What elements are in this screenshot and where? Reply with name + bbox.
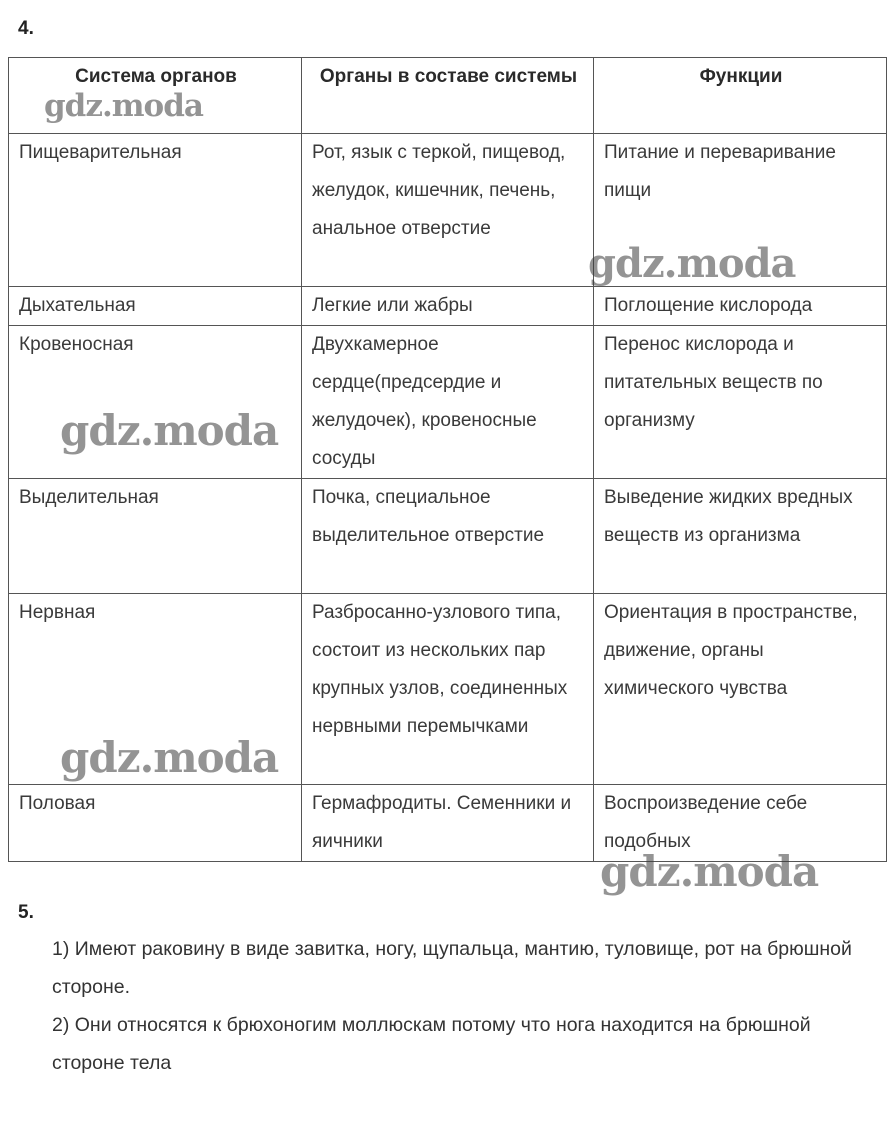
watermark: gdz.moda (44, 88, 203, 124)
watermark: gdz.moda (60, 406, 279, 455)
cell-system: Выделительная (9, 479, 302, 594)
cell-organs: Рот, язык с теркой, пищевод, желудок, кишечник, печень, анальное отверстие (302, 134, 594, 287)
cell-system: Дыхательная (9, 287, 302, 326)
table-row (9, 326, 887, 479)
table-row (9, 594, 887, 785)
cell-function: Питание и переваривание пищи (594, 134, 887, 287)
organ-systems-table (8, 57, 887, 862)
cell-function: Поглощение кислорода (594, 287, 887, 326)
table-row (9, 785, 887, 862)
header-system: Система органов (9, 58, 302, 134)
cell-organs: Почка, специальное выделительное отверстие (302, 479, 594, 594)
cell-organs: Двухкамерное сердце(предсердие и желудочек), кровеносные сосуды (302, 326, 594, 479)
cell-organs: Разбросанно-узлового типа, состоит из нескольких пар крупных узлов, соединенных нервными перемычками (302, 594, 594, 785)
watermark: gdz.moda (588, 240, 796, 287)
table-row (9, 479, 887, 594)
watermark: gdz.moda (600, 847, 819, 896)
cell-organs: Гермафродиты. Семенники и яичники (302, 785, 594, 862)
task-5-answers (52, 930, 872, 1082)
cell-function: Перенос кислорода и питательных веществ по организму (594, 326, 887, 479)
cell-function: Воспроизведение себе подобных (594, 785, 887, 862)
table-row (9, 287, 887, 326)
cell-organs: Легкие или жабры (302, 287, 594, 326)
answer-2: 2) Они относятся к брюхоногим моллюскам потому что нога находится на брюшной стороне тела (52, 1014, 811, 1074)
cell-system: Нервная (9, 594, 302, 785)
table-row (9, 134, 887, 287)
watermark: gdz.moda (60, 733, 279, 782)
task-4-number: 4. (18, 18, 34, 39)
answer-1: 1) Имеют раковину в виде завитка, ногу, щупальца, мантию, туловище, рот на брюшной стороне. (52, 938, 852, 998)
task-5-number: 5. (18, 902, 34, 923)
table-header-row (9, 58, 887, 134)
header-organs: Органы в составе системы (302, 58, 594, 134)
cell-system: Половая (9, 785, 302, 862)
cell-system: Кровеносная (9, 326, 302, 479)
cell-function: Выведение жидких вредных веществ из организма (594, 479, 887, 594)
cell-system: Пищеварительная (9, 134, 302, 287)
header-functions: Функции (594, 58, 887, 134)
cell-function: Ориентация в пространстве, движение, органы химического чувства (594, 594, 887, 785)
